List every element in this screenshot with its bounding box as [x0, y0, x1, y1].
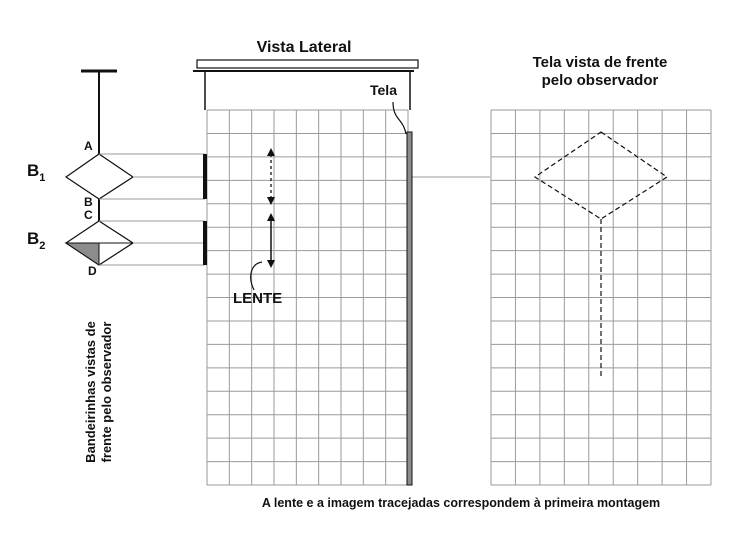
lens-label-pointer	[251, 262, 262, 290]
front-view-title-line2: pelo observador	[541, 72, 659, 89]
point-c-label: C	[84, 208, 93, 222]
front-view-dashed-diamond	[535, 132, 667, 219]
point-a-label: A	[84, 139, 93, 153]
flags-caption-line1: Bandeirinhas vistas de	[83, 321, 98, 463]
flag-b1-label: $B_1$	[27, 161, 46, 184]
point-d-label: D	[88, 264, 97, 278]
ray-lines	[99, 154, 490, 265]
flag-b1-diamond	[66, 154, 133, 199]
point-b-label: B	[84, 195, 93, 209]
lens-label: LENTE	[233, 290, 283, 307]
front-view-grid	[491, 110, 711, 485]
flags-group	[27, 71, 133, 463]
screen-label-pointer	[393, 102, 406, 134]
object-bar-b1	[203, 154, 207, 199]
side-view-title: Vista Lateral	[256, 39, 352, 56]
flag-b2-shaded-region	[66, 243, 99, 265]
side-view-top-bar	[197, 60, 418, 68]
object-bar-b2	[203, 221, 207, 265]
front-view-group	[491, 54, 711, 485]
flag-b2-label: $B_2$	[27, 229, 46, 252]
bottom-caption: A lente e a imagem tracejadas correspondem à primeira montagem	[261, 496, 661, 510]
screen-label: Tela	[370, 82, 397, 98]
front-view-title-line1: Tela vista de frente	[532, 54, 668, 71]
flags-caption-line2: frente pelo observador	[99, 321, 114, 463]
side-view-screen-bar	[407, 132, 412, 485]
side-view-group	[193, 39, 418, 485]
